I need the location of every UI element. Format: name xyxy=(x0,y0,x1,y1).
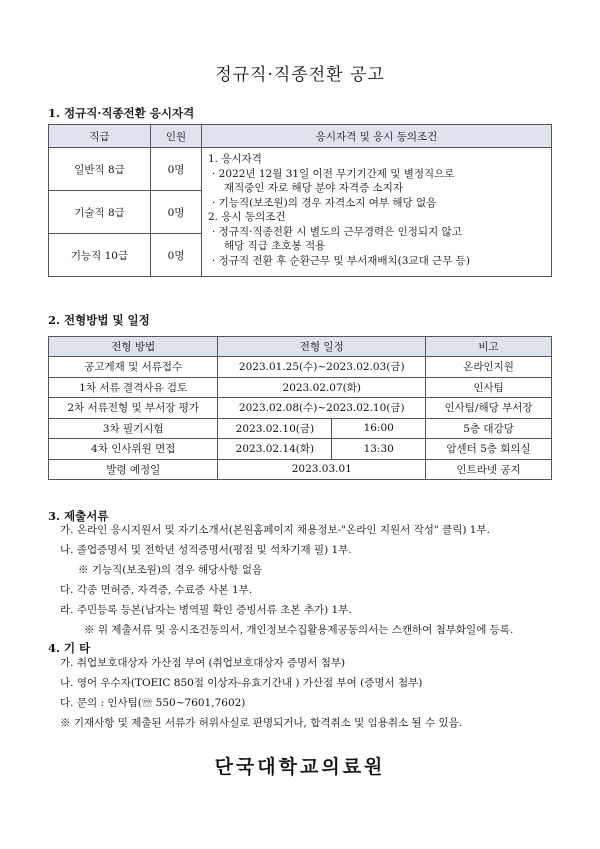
header-count: 인원 xyxy=(151,125,202,148)
method-cell: 발령 예정일 xyxy=(49,459,218,480)
section4-heading: 4. 기 타 xyxy=(48,641,91,655)
schedule-cell: 2023.03.01 xyxy=(218,459,426,480)
header-method: 전형 방법 xyxy=(49,337,218,357)
list-item: 가. 온라인 응시지원서 및 자기소개서(본원홈페이지 채용정보-"온라인 지원서 작성" 클릭) 1부. xyxy=(60,524,490,536)
method-cell: 2차 서류전형 및 부서장 평가 xyxy=(49,398,218,419)
list-note: ※ 위 제출서류 및 응시조건동의서, 개인정보수집활용제공동의서는 스캔하여 첨부화일에 등록. xyxy=(84,624,514,636)
condition-line: · 2022년 12월 31일 이전 무기기간제 및 별정직으로 xyxy=(212,167,455,180)
condition-line: · 기능직(보조원)의 경우 자격소지 여부 해당 없음 xyxy=(212,196,437,209)
method-cell: 공고게재 및 서류접수 xyxy=(49,357,218,378)
note-cell: 인트라넷 공지 xyxy=(426,459,552,480)
list-item: 가. 취업보호대상자 가산점 부여 (취업보호대상자 증명서 첨부) xyxy=(60,657,346,669)
section2-heading: 2. 전형방법 및 일정 xyxy=(48,313,150,327)
schedule-time-cell: 16:00 xyxy=(332,418,426,439)
list-note: ※ 기능직(보조원)의 경우 해당사항 없음 xyxy=(78,564,263,576)
note-cell: 인사팀/해당 부서장 xyxy=(426,398,552,419)
condition-line: 2. 응시 동의조건 xyxy=(208,211,286,223)
schedule-table xyxy=(48,336,552,480)
condition-line: 해당 직급 초호봉 적용 xyxy=(224,240,326,252)
condition-line: · 정규직 전환 후 순환근무 및 부서재배치(3교대 근무 등) xyxy=(212,254,470,267)
condition-line: · 정규직·직종전환 시 별도의 근무경력은 인정되지 않고 xyxy=(212,225,462,238)
organization-name: 단국대학교의료원 xyxy=(214,756,386,778)
count-cell: 0명 xyxy=(151,234,202,277)
grade-cell: 기능직 10급 xyxy=(49,234,151,277)
schedule-cell: 2023.02.07(화) xyxy=(218,377,426,398)
header-note: 비고 xyxy=(426,337,552,357)
grade-cell: 기술직 8급 xyxy=(49,191,151,234)
note-cell: 5층 대강당 xyxy=(426,418,552,439)
note-cell: 인사팀 xyxy=(426,377,552,398)
conditions-cell xyxy=(202,148,552,277)
section1-heading: 1. 정규직·직종전환 응시자격 xyxy=(48,106,195,120)
grade-cell: 일반직 8급 xyxy=(49,148,151,191)
schedule-time-cell: 13:30 xyxy=(332,439,426,460)
schedule-cell: 2023.01.25(수)~2023.02.03(금) xyxy=(218,357,426,378)
method-cell: 3차 필기시험 xyxy=(49,418,218,439)
condition-line: 재직중인 자로 해당 분야 자격증 소지자 xyxy=(224,182,403,194)
method-cell: 4차 인사위원 면접 xyxy=(49,439,218,460)
other-list xyxy=(60,653,462,733)
list-item: 라. 주민등록 등본(남자는 병역필 확인 증빙서류 초본 추가) 1부. xyxy=(60,604,352,616)
count-cell: 0명 xyxy=(151,191,202,234)
list-item: 다. 각종 면허증, 자격증, 수료증 사본 1부. xyxy=(60,584,253,596)
list-item: 나. 영어 우수자(TOEIC 850점 이상자-유효기간내 ) 가산점 부여 (증명서 첨부) xyxy=(60,677,423,689)
schedule-cell: 2023.02.08(수)~2023.02.10(금) xyxy=(218,398,426,419)
count-cell: 0명 xyxy=(151,148,202,191)
qualification-table xyxy=(48,124,552,277)
schedule-date-cell: 2023.02.10(금) xyxy=(218,418,332,439)
header-schedule: 전형 일정 xyxy=(218,337,426,357)
header-conditions: 응시자격 및 응시 동의조건 xyxy=(202,125,552,148)
list-item: 다. 문의 : 인사팀(☏ 550~7601,7602) xyxy=(60,697,246,709)
schedule-date-cell: 2023.02.14(화) xyxy=(218,439,332,460)
header-grade: 직급 xyxy=(49,125,151,148)
condition-line: 1. 응시자격 xyxy=(208,153,262,165)
section3-heading: 3. 제출서류 xyxy=(48,509,109,523)
method-cell: 1차 서류 결격사유 검토 xyxy=(49,377,218,398)
note-cell: 암센터 5층 회의실 xyxy=(426,439,552,460)
list-note: ※ 기재사항 및 제출된 서류가 허위사실로 판명되거나, 합격취소 및 임용취소 될 수 있음. xyxy=(60,717,463,729)
page-title: 정규직·직종전환 공고 xyxy=(215,65,385,85)
note-cell: 온라인지원 xyxy=(426,357,552,378)
list-item: 나. 졸업증명서 및 전학년 성적증명서(평점 및 석차기재 필) 1부. xyxy=(60,544,352,556)
documents-list xyxy=(60,520,513,640)
